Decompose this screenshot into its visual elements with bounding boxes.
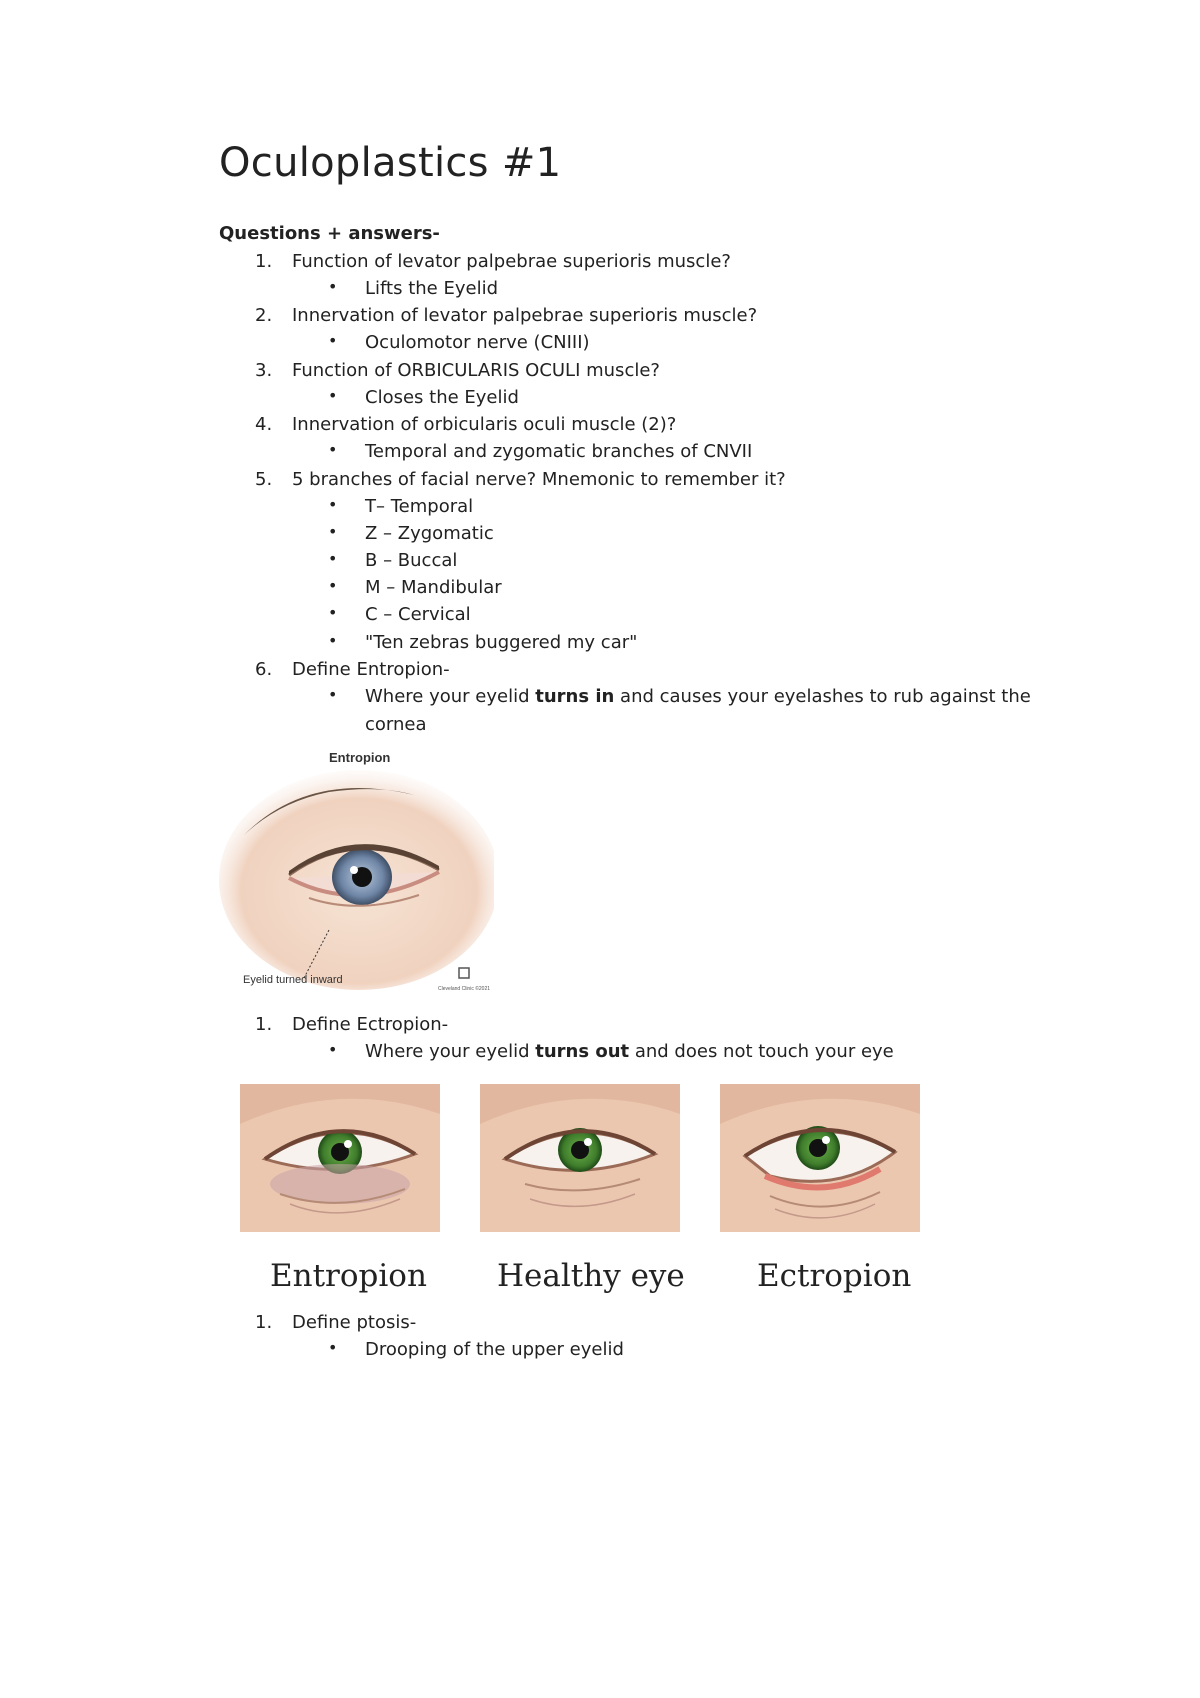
answer-text: Oculomotor nerve (CNIII) bbox=[365, 332, 590, 353]
answer-text: B – Buccal bbox=[365, 550, 458, 571]
list-number: 4. bbox=[255, 414, 273, 435]
bullet-icon: • bbox=[328, 576, 338, 595]
answer-text: Where your eyelid turns out and does not touch your eye bbox=[365, 1041, 894, 1062]
answer-text: Closes the Eyelid bbox=[365, 387, 519, 408]
bullet-icon: • bbox=[328, 331, 338, 350]
bullet-icon: • bbox=[328, 522, 338, 541]
question-text: Define ptosis- bbox=[292, 1312, 417, 1333]
question-text: 5 branches of facial nerve? Mnemonic to remember it? bbox=[292, 469, 786, 490]
question-text: Innervation of orbicularis oculi muscle (2)? bbox=[292, 414, 677, 435]
list-number: 3. bbox=[255, 360, 273, 381]
question-text: Function of ORBICULARIS OCULI muscle? bbox=[292, 360, 660, 381]
list-number: 1. bbox=[255, 1014, 273, 1035]
answer-text: Where your eyelid turns in and causes your eyelashes to rub against the bbox=[365, 686, 1031, 707]
bullet-icon: • bbox=[328, 631, 338, 650]
list-number: 1. bbox=[255, 1312, 273, 1333]
list-number: 2. bbox=[255, 305, 273, 326]
healthy-eye-panel bbox=[480, 1084, 680, 1232]
bullet-icon: • bbox=[328, 1040, 338, 1059]
caption-ectropion: Ectropion bbox=[757, 1258, 912, 1294]
answer-text: Z – Zygomatic bbox=[365, 523, 494, 544]
answer-text: C – Cervical bbox=[365, 604, 471, 625]
bullet-icon: • bbox=[328, 1338, 338, 1357]
answer-text-continued: cornea bbox=[365, 714, 427, 735]
list-number: 6. bbox=[255, 659, 273, 680]
answer-text: M – Mandibular bbox=[365, 577, 502, 598]
ectropion-eye-panel bbox=[720, 1084, 920, 1232]
page-title: Oculoplastics #1 bbox=[219, 140, 562, 186]
bullet-icon: • bbox=[328, 440, 338, 459]
answer-text: "Ten zebras buggered my car" bbox=[365, 632, 638, 653]
logo-text: Cleveland Clinic ©2021 bbox=[437, 986, 491, 992]
caption-entropion: Entropion bbox=[270, 1258, 427, 1294]
question-text: Define Ectropion- bbox=[292, 1014, 449, 1035]
bullet-icon: • bbox=[328, 386, 338, 405]
entropion-illustration bbox=[219, 740, 494, 1005]
answer-text: T– Temporal bbox=[365, 496, 474, 517]
figure-label: Eyelid turned inward bbox=[243, 974, 343, 986]
question-text: Define Entropion- bbox=[292, 659, 450, 680]
question-text: Innervation of levator palpebrae superioris muscle? bbox=[292, 305, 758, 326]
bullet-icon: • bbox=[328, 603, 338, 622]
answer-text: Temporal and zygomatic branches of CNVII bbox=[365, 441, 753, 462]
section-heading: Questions + answers- bbox=[219, 223, 440, 244]
answer-text: Drooping of the upper eyelid bbox=[365, 1339, 624, 1360]
figure-title: Entropion bbox=[329, 750, 391, 765]
clinic-logo-icon bbox=[459, 968, 469, 978]
entropion-eye-panel bbox=[240, 1084, 440, 1232]
caption-healthy-eye: Healthy eye bbox=[497, 1258, 685, 1294]
question-text: Function of levator palpebrae superioris muscle? bbox=[292, 251, 731, 272]
list-number: 1. bbox=[255, 251, 273, 272]
bullet-icon: • bbox=[328, 277, 338, 296]
list-number: 5. bbox=[255, 469, 273, 490]
bullet-icon: • bbox=[328, 549, 338, 568]
answer-text: Lifts the Eyelid bbox=[365, 278, 498, 299]
bullet-icon: • bbox=[328, 685, 338, 704]
bullet-icon: • bbox=[328, 495, 338, 514]
